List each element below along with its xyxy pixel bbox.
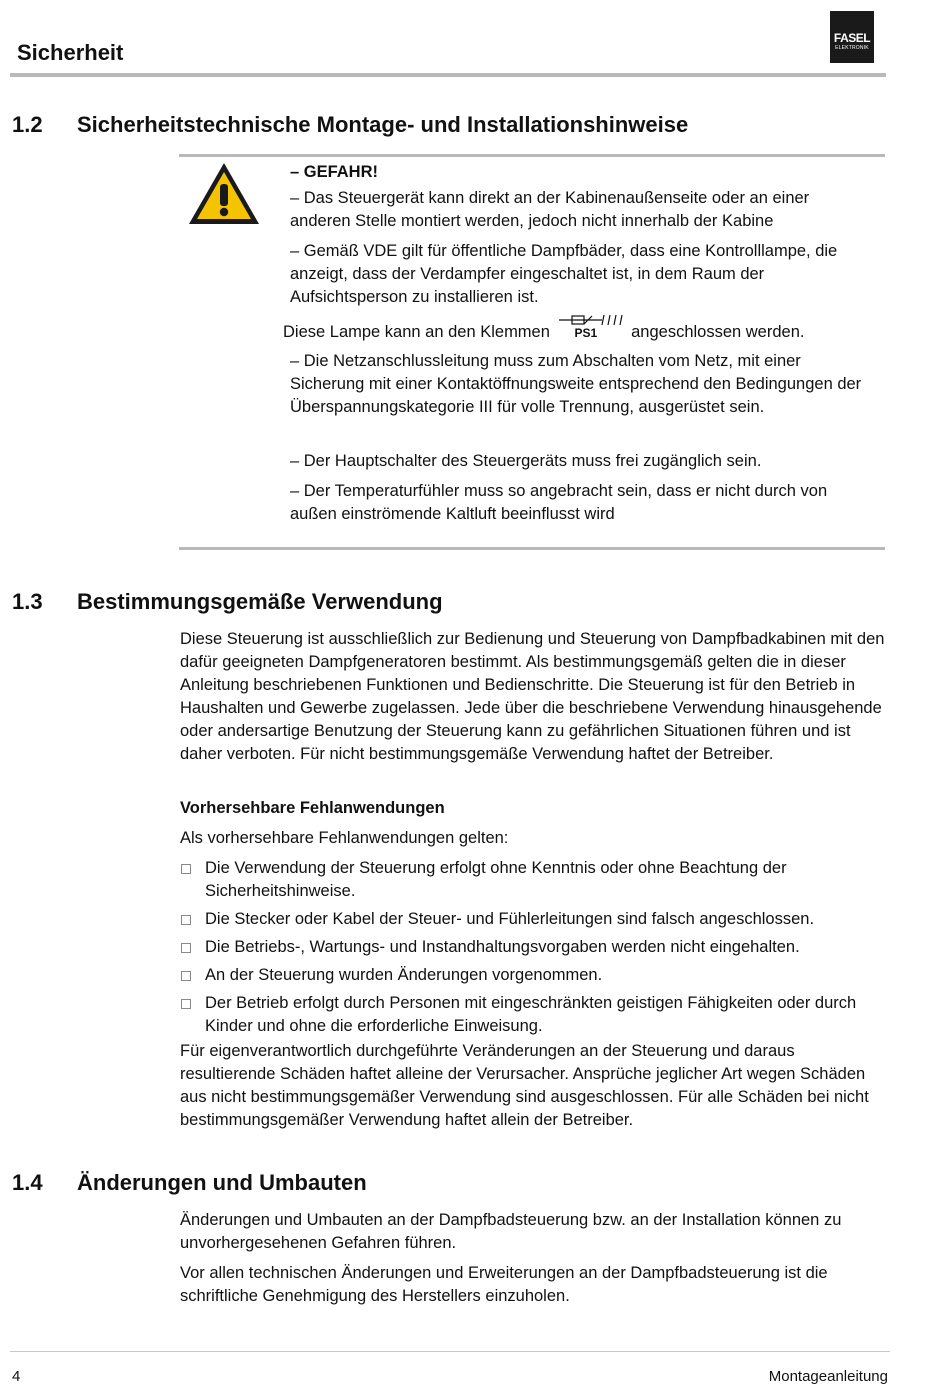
section-heading-1-2 <box>12 112 812 140</box>
section-title: Änderungen und Umbauten <box>77 1170 367 1195</box>
paragraph: Änderungen und Umbauten an der Dampfbadsteuerung bzw. an der Installation können zu unvorhergesehenen Gefahren führen. <box>180 1211 842 1252</box>
lamp-line <box>283 320 804 344</box>
safety-paragraph: – Das Steuergerät kann direkt an der Kabinenaußenseite oder an einer anderen Stelle montiert werden, jedoch nicht innerhalb der Kabine <box>290 189 810 230</box>
logo-text: FASEL <box>833 31 871 45</box>
danger-label: – GEFAHR! <box>290 163 379 181</box>
page-number: 4 <box>12 1368 21 1385</box>
subheading: Vorhersehbare Fehlanwendungen <box>180 799 445 817</box>
section-title: Bestimmungsgemäße Verwendung <box>77 589 443 614</box>
misuse-list <box>180 857 888 1038</box>
lamp-text-after: angeschlossen werden. <box>631 323 805 341</box>
logo-subtext: ELEKTRONIK <box>835 45 869 51</box>
safety-paragraph: – Gemäß VDE gilt für öffentliche Dampfbäder, dass eine Kontrolllampe, die anzeigt, dass der Verdampfer eingeschaltet ist, in dem Raum der Aufsichtsperson zu installieren ist. <box>290 242 838 306</box>
section-heading-1-4 <box>12 1170 812 1198</box>
lamp-text-before: Diese Lampe kann an den Klemmen <box>283 323 550 341</box>
warning-triangle-icon <box>186 160 262 233</box>
safety-paragraph: – Der Hauptschalter des Steuergeräts muss frei zugänglich sein. <box>290 452 762 470</box>
list-intro: Als vorhersehbare Fehlanwendungen gelten: <box>180 829 509 847</box>
list-item: Die Betriebs-, Wartungs- und Instandhaltungsvorgaben werden nicht eingehalten. <box>180 936 888 959</box>
safety-paragraph: – Der Temperaturfühler muss so angebracht sein, dass er nicht durch von außen einströmende Kaltluft beeinflusst wird <box>290 482 828 523</box>
intro-paragraph: Diese Steuerung ist ausschließlich zur Bedienung und Steuerung von Dampfbadkabinen mit den dafür geeigneten Dampfgeneratoren bestimmt. Als bestimmungsgemäß gelten die in dieser Anleitung beschriebenen Funktionen und Bedienschritte. Die Steuerung ist für den Betrieb in Haushalten und Gewerbe zugelassen. Jede über die beschriebene Verwendung hinausgehende oder andersartige Benutzung der Steuerung kann zu gefährlichen Situationen führen und ist daher verboten. Für nicht bestimmungsgemäße Verwendung haftet der Betreiber. <box>180 630 885 763</box>
list-item: Die Stecker oder Kabel der Steuer- und Fühlerleitungen sind falsch angeschlossen. <box>180 908 888 931</box>
list-item: Der Betrieb erfolgt durch Personen mit eingeschränkten geistigen Fähigkeiten oder durch Kinder und ohne die erforderliche Einweisung. <box>180 992 888 1038</box>
footer-divider <box>10 1351 890 1352</box>
paragraph: Vor allen technischen Änderungen und Erweiterungen an der Dampfbadsteuerung ist die schriftliche Genehmigung des Herstellers einzuholen. <box>180 1264 828 1305</box>
list-item: Die Verwendung der Steuerung erfolgt ohne Kenntnis oder ohne Beachtung der Sicherheitshinweise. <box>180 857 888 903</box>
fasel-logo <box>830 11 874 63</box>
terminal-label: PS1 <box>574 326 598 340</box>
document-title: Montageanleitung <box>768 1368 888 1385</box>
section-number: 1.3 <box>12 589 43 614</box>
section-number: 1.2 <box>12 112 43 137</box>
terminal-symbol <box>558 320 624 342</box>
safety-box-bottom-rule <box>179 547 885 550</box>
list-item: An der Steuerung wurden Änderungen vorgenommen. <box>180 964 888 987</box>
safety-box-top-rule <box>179 154 885 157</box>
safety-paragraph: – Die Netzanschlussleitung muss zum Abschalten vom Netz, mit einer Sicherung mit einer Kontaktöffnungsweite entsprechend den Bedingungen der Überspannungskategorie III für volle Trennung, ausgerüstet sein. <box>290 352 862 416</box>
page-header-title: Sicherheit <box>17 40 124 65</box>
section-title: Sicherheitstechnische Montage- und Installationshinweise <box>77 112 689 137</box>
header-divider <box>10 73 886 77</box>
closing-paragraph: Für eigenverantwortlich durchgeführte Veränderungen an der Steuerung und daraus resultierende Schäden haftet alleine der Verursacher. Ansprüche jeglicher Art wegen Schäden aus nicht bestimmungsgemäßer Verwendung sind ausgeschlossen. Für alle Schäden bei nicht bestimmungsgemäßer Verwendung haftet allein der Betreiber. <box>180 1042 869 1129</box>
section-heading-1-3 <box>12 589 812 617</box>
section-number: 1.4 <box>12 1170 43 1195</box>
